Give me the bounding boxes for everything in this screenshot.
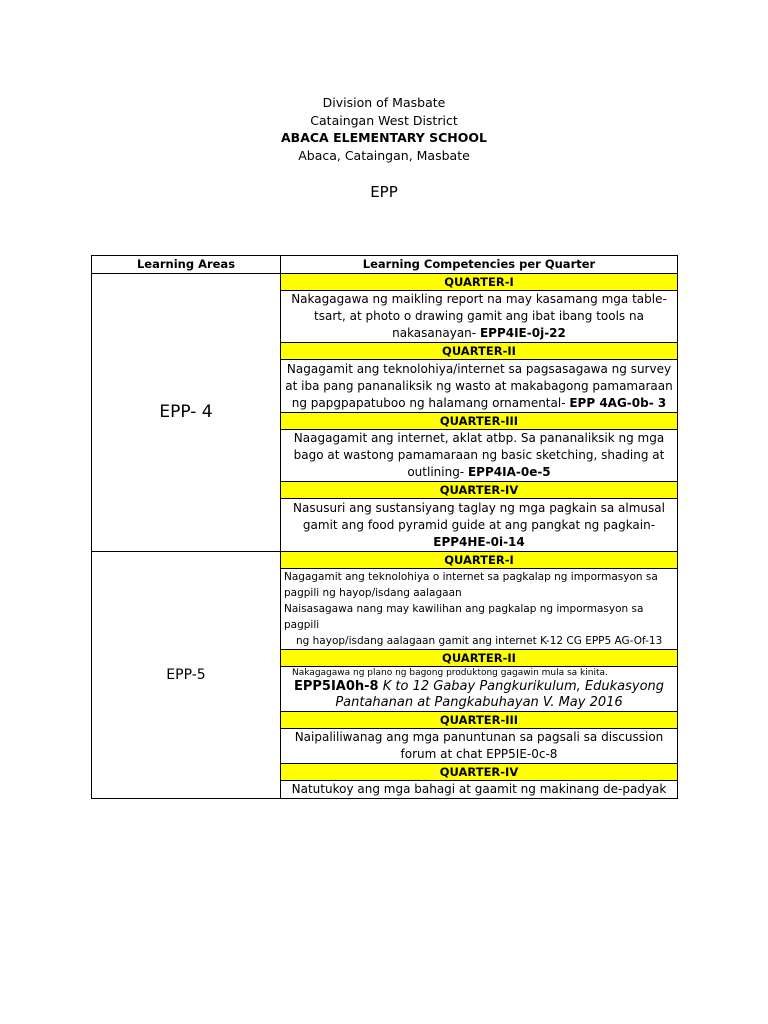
- epp5-q2-ref: K to 12 Gabay Pangkurikulum, Edukasyong Pantahanan at Pangkabuhayan V. May 2016: [335, 678, 665, 710]
- epp4-quarter-4-competency: [281, 499, 678, 552]
- epp5-quarter-3-competency: Naipaliliwanag ang mga panuntunan sa pagsali sa discussion forum at chat EPP5IE-0c-8: [281, 729, 678, 764]
- epp5-q2-text: Nakagagawa ng plano ng bagong produktong gagawin mula sa kinita.: [292, 667, 608, 678]
- document-title: EPP: [370, 183, 398, 201]
- competency-table: [91, 255, 678, 799]
- epp4-q3-text: Naagagamit ang internet, aklat atbp. Sa pananaliksik ng mga bago at wastong pamamaraan ng basic sketching, shading at outlining-: [293, 431, 665, 479]
- epp4-q2-text: Nagagamit ang teknolohiya/internet sa pagsasagawa ng survey at iba pang pananaliksik ng wasto at makabagong pamamaraan ng papgpapatuboo ng halamang ornamental-: [285, 361, 673, 410]
- epp5-quarter-2-competency: [281, 667, 678, 712]
- epp4-quarter-4-label: QUARTER-IV: [281, 482, 678, 499]
- area-epp4: EPP- 4: [92, 274, 281, 552]
- area-epp5: EPP-5: [92, 552, 281, 799]
- epp5-quarter-1-label: QUARTER-I: [281, 552, 678, 569]
- division-line: Division of Masbate: [322, 95, 446, 110]
- table-header-row: [92, 256, 678, 274]
- epp4-quarter-1-competency: [281, 291, 678, 343]
- epp5-quarter-1-competency: [281, 569, 678, 650]
- header-competencies: Learning Competencies per Quarter: [281, 256, 678, 274]
- epp4-q4-text: Nasusuri ang sustansiyang taglay ng mga pagkain sa almusal gamit ang food pyramid guide at ang pangkat ng pagkain-: [293, 500, 665, 532]
- epp5-q1-line: Naisasagawa nang may kawilihan ang pagkalap ng impormasyon sa: [284, 603, 644, 615]
- epp5-quarter-4-competency: Natutukoy ang mga bahagi at gaamit ng makinang de-padyak: [281, 781, 678, 799]
- district-line: Cataingan West District: [310, 112, 458, 128]
- epp4-q1-code: EPP4IE-0j-22: [479, 326, 566, 340]
- epp5-q2-reference: [284, 679, 674, 711]
- epp4-quarter-3-competency: [281, 430, 678, 482]
- epp5-quarter-4-label: QUARTER-IV: [281, 764, 678, 781]
- school-address: Abaca, Cataingan, Masbate: [298, 147, 470, 163]
- epp5-q1-line: pagpili: [284, 619, 320, 631]
- epp5-q2-code: EPP5IA0h-8: [293, 678, 379, 694]
- epp4-q2-code: EPP 4AG-0b- 3: [569, 395, 667, 410]
- header-learning-areas: Learning Areas: [92, 256, 281, 274]
- epp4-quarter-3-label: QUARTER-III: [281, 413, 678, 430]
- epp4-quarter-1-label: QUARTER-I: [281, 274, 678, 291]
- epp5-q1-line: pagpili ng hayop/isdang aalagaan: [284, 587, 462, 599]
- epp5-q1-line: ng hayop/isdang aalagaan gamit ang internet K-12 CG EPP5 AG-Of-13: [296, 635, 663, 647]
- epp5-quarter-3-label: QUARTER-III: [281, 712, 678, 729]
- epp4-q4-code: EPP4HE-0i-14: [433, 534, 525, 549]
- epp4-q1-text: Nakagagawa ng maikling report na may kasamang mga table-tsart, at photo o drawing gamit ang ibat ibang tools na nakasanayan-: [291, 292, 667, 340]
- epp5-q1-line: Nagagamit ang teknolohiya o internet sa pagkalap ng impormasyon sa: [284, 571, 658, 583]
- epp5-quarter-2-label: QUARTER-II: [281, 650, 678, 667]
- epp4-quarter-2-label: QUARTER-II: [281, 343, 678, 360]
- epp4-q3-code: EPP4IA-0e-5: [467, 465, 551, 479]
- school-name: ABACA ELEMENTARY SCHOOL: [281, 130, 487, 145]
- document-header: [0, 94, 768, 164]
- epp4-quarter-2-competency: [281, 360, 678, 413]
